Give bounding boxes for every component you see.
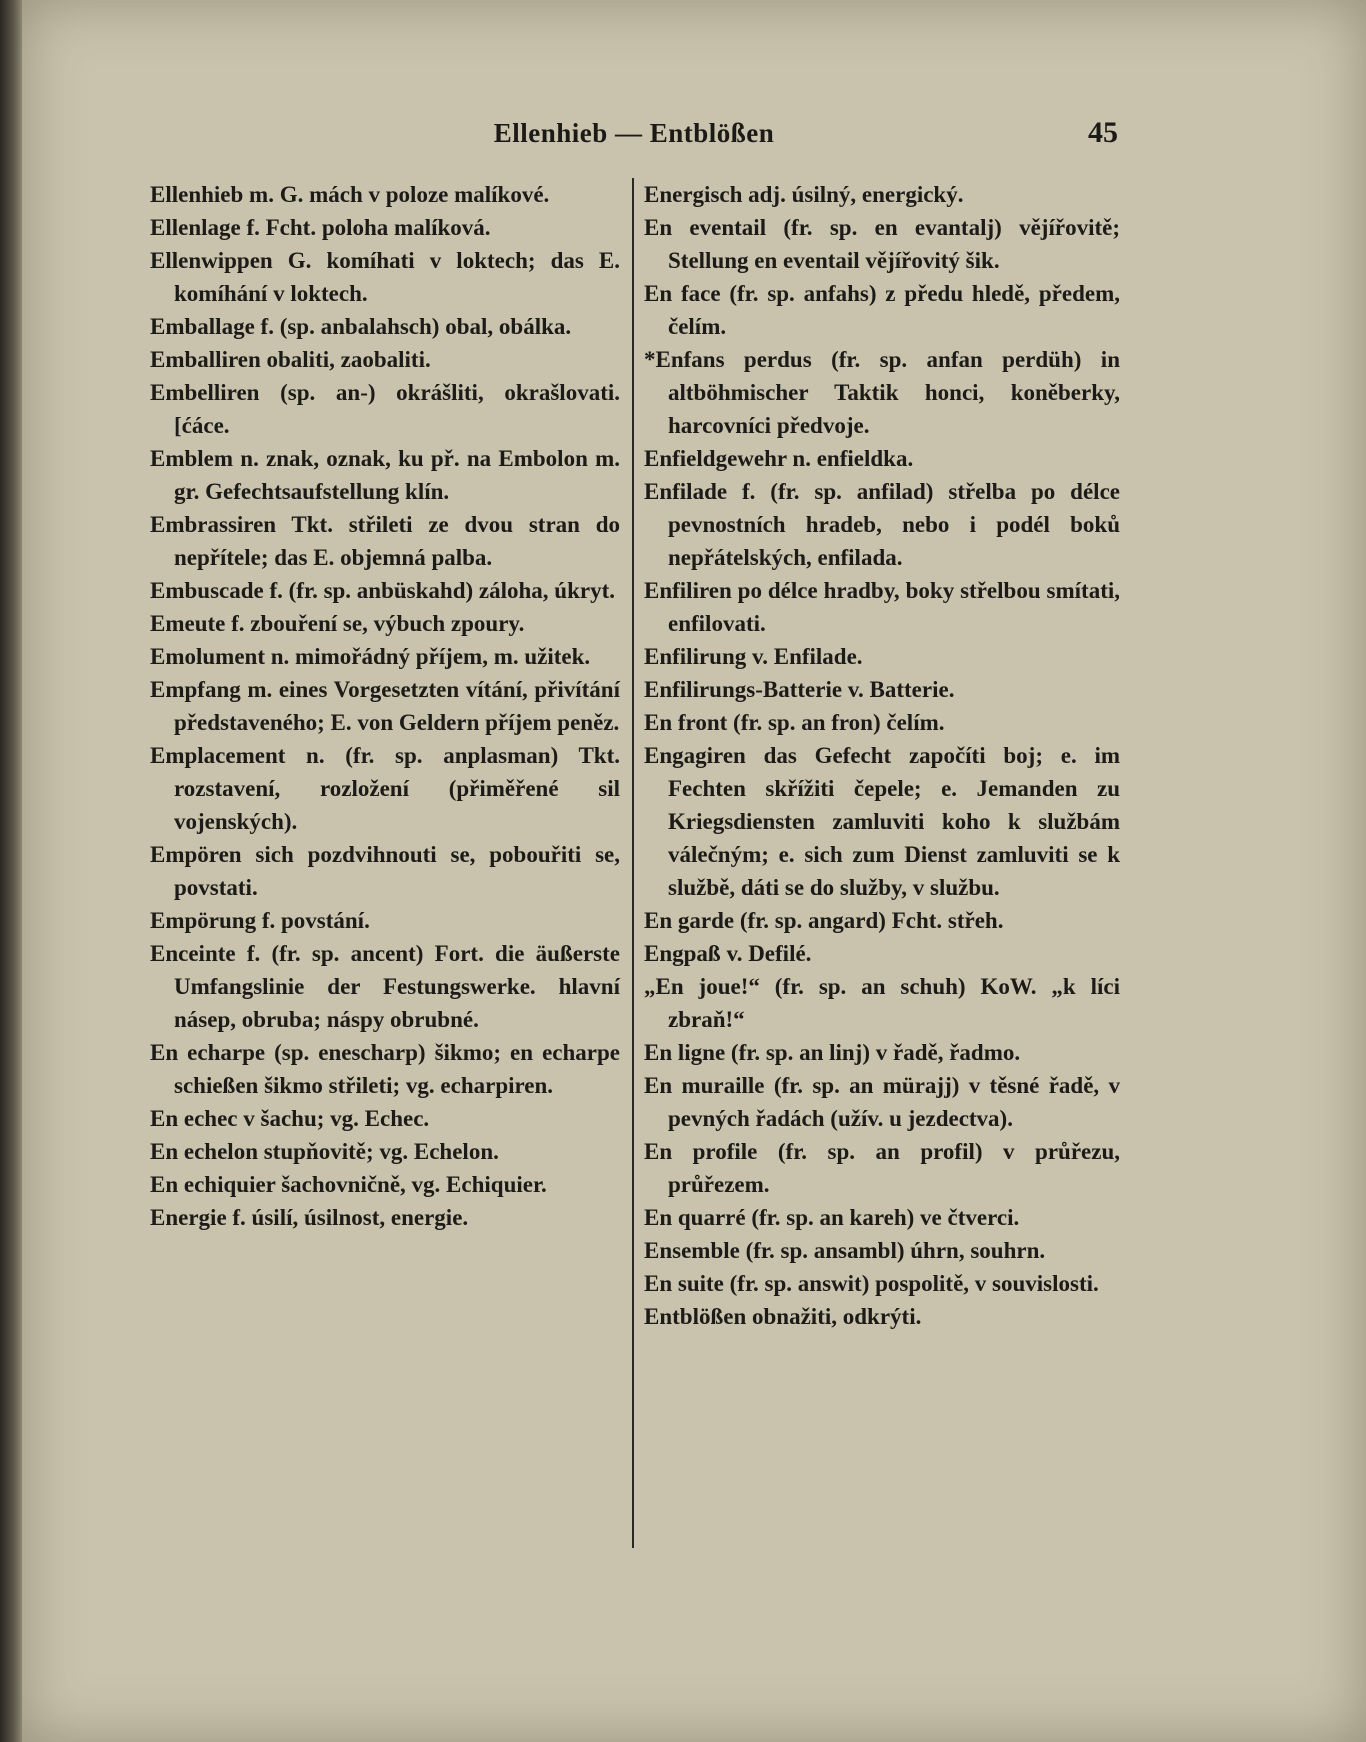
dictionary-entry: En echelon stupňovitě; vg. Echelon. [150, 1139, 499, 1164]
dictionary-entry: Enfilirungs-Batterie v. Batterie. [644, 677, 955, 702]
dictionary-entry: „En joue!“ (fr. sp. an schuh) KoW. „k líci zbraň!“ [644, 974, 1120, 1032]
dictionary-entry: En garde (fr. sp. angard) Fcht. střeh. [644, 908, 1004, 933]
dictionary-entry: En eventail (fr. sp. en evantalj) vějířovitě; Stellung en eventail vějířovitý šik. [644, 215, 1120, 273]
dictionary-entry: Emblem n. znak, oznak, ku př. na Embolon m. gr. Gefechtsaufstellung klín. [150, 446, 620, 504]
dictionary-entry: En suite (fr. sp. answit) pospolitě, v souvislosti. [644, 1271, 1099, 1296]
dictionary-entry: Ellenwippen G. komíhati v loktech; das E. komíhání v loktech. [150, 248, 620, 306]
dictionary-entry: *Enfans perdus (fr. sp. anfan perdüh) in altböhmischer Taktik honci, koněberky, harcovníci předvoje. [644, 347, 1120, 438]
right-column [644, 178, 1120, 1333]
dictionary-entry: En ligne (fr. sp. an linj) v řadě, řadmo. [644, 1040, 1021, 1065]
dictionary-entry: Empfang m. eines Vorgesetzten vítání, přivítání představeného; E. von Geldern příjem peněz. [150, 677, 620, 735]
dictionary-entry: Engpaß v. Defilé. [644, 941, 812, 966]
dictionary-entry: Enceinte f. (fr. sp. ancent) Fort. die äußerste Umfangslinie der Festungswerke. hlavní násep, obruba; náspy obrubné. [150, 941, 620, 1032]
dictionary-entry: En echec v šachu; vg. Echec. [150, 1106, 430, 1131]
dictionary-entry: En face (fr. sp. anfahs) z předu hledě, předem, čelím. [644, 281, 1120, 339]
dictionary-entry: Emolument n. mimořádný příjem, m. užitek. [150, 644, 591, 669]
dictionary-entry: Engagiren das Gefecht započíti boj; e. im Fechten skřížiti čepele; e. Jemanden zu Kriegsdiensten zamluviti koho k službám válečným; e. sich zum Dienst zamluviti se k službě, dáti se do služby, v službu. [644, 743, 1120, 900]
dictionary-entry: Energisch adj. úsilný, energický. [644, 182, 964, 207]
dictionary-entry: En muraille (fr. sp. an mürajj) v těsné řadě, v pevných řadách (užív. u jezdectva). [644, 1073, 1120, 1131]
dictionary-entry: Enfilirung v. Enfilade. [644, 644, 863, 669]
book-spine [0, 0, 22, 1742]
dictionary-entry: En echarpe (sp. enescharp) šikmo; en echarpe schießen šikmo střileti; vg. echarpiren. [150, 1040, 620, 1098]
page-header [150, 118, 1118, 158]
dictionary-entry: Enfieldgewehr n. enfieldka. [644, 446, 914, 471]
dictionary-entry: Energie f. úsilí, úsilnost, energie. [150, 1205, 469, 1230]
dictionary-entry: Enfiliren po délce hradby, boky střelbou smítati, enfilovati. [644, 578, 1120, 636]
dictionary-entry: Ensemble (fr. sp. ansambl) úhrn, souhrn. [644, 1238, 1046, 1263]
dictionary-entry: Embrassiren Tkt. střileti ze dvou stran do nepřítele; das E. objemná palba. [150, 512, 620, 570]
dictionary-entry: En echiquier šachovničně, vg. Echiquier. [150, 1172, 547, 1197]
dictionary-entry: Emplacement n. (fr. sp. anplasman) Tkt. rozstavení, rozložení (přiměřené sil vojenských). [150, 743, 620, 834]
dictionary-entry: Emballage f. (sp. anbalahsch) obal, obálka. [150, 314, 572, 339]
dictionary-entry: Empören sich pozdvihnouti se, pobouřiti se, povstati. [150, 842, 620, 900]
column-divider [632, 178, 634, 1548]
running-head: Ellenhieb — Entblößen [493, 118, 775, 148]
dictionary-entry: Embelliren (sp. an-) okrášliti, okrašlovati. [ćáce. [150, 380, 620, 438]
dictionary-entry: Emballiren obaliti, zaobaliti. [150, 347, 431, 372]
dictionary-entry: Enfilade f. (fr. sp. anfilad) střelba po délce pevnostních hradeb, nebo i podél boků nepřátelských, enfilada. [644, 479, 1120, 570]
dictionary-entry: En quarré (fr. sp. an kareh) ve čtverci. [644, 1205, 1020, 1230]
dictionary-entry: Ellenlage f. Fcht. poloha malíková. [150, 215, 491, 240]
dictionary-entry: Embuscade f. (fr. sp. anbüskahd) záloha, úkryt. [150, 578, 616, 603]
dictionary-entry: Emeute f. zbouření se, výbuch zpoury. [150, 611, 525, 636]
dictionary-entry: Entblößen obnažiti, odkrýti. [644, 1304, 922, 1329]
dictionary-entry: En front (fr. sp. an fron) čelím. [644, 710, 945, 735]
left-column [150, 178, 620, 1234]
dictionary-entry: Ellenhieb m. G. mách v poloze malíkové. [150, 182, 550, 207]
page-number: 45 [1088, 116, 1118, 149]
dictionary-entry: En profile (fr. sp. an profil) v průřezu, průřezem. [644, 1139, 1120, 1197]
dictionary-entry: Empörung f. povstání. [150, 908, 370, 933]
